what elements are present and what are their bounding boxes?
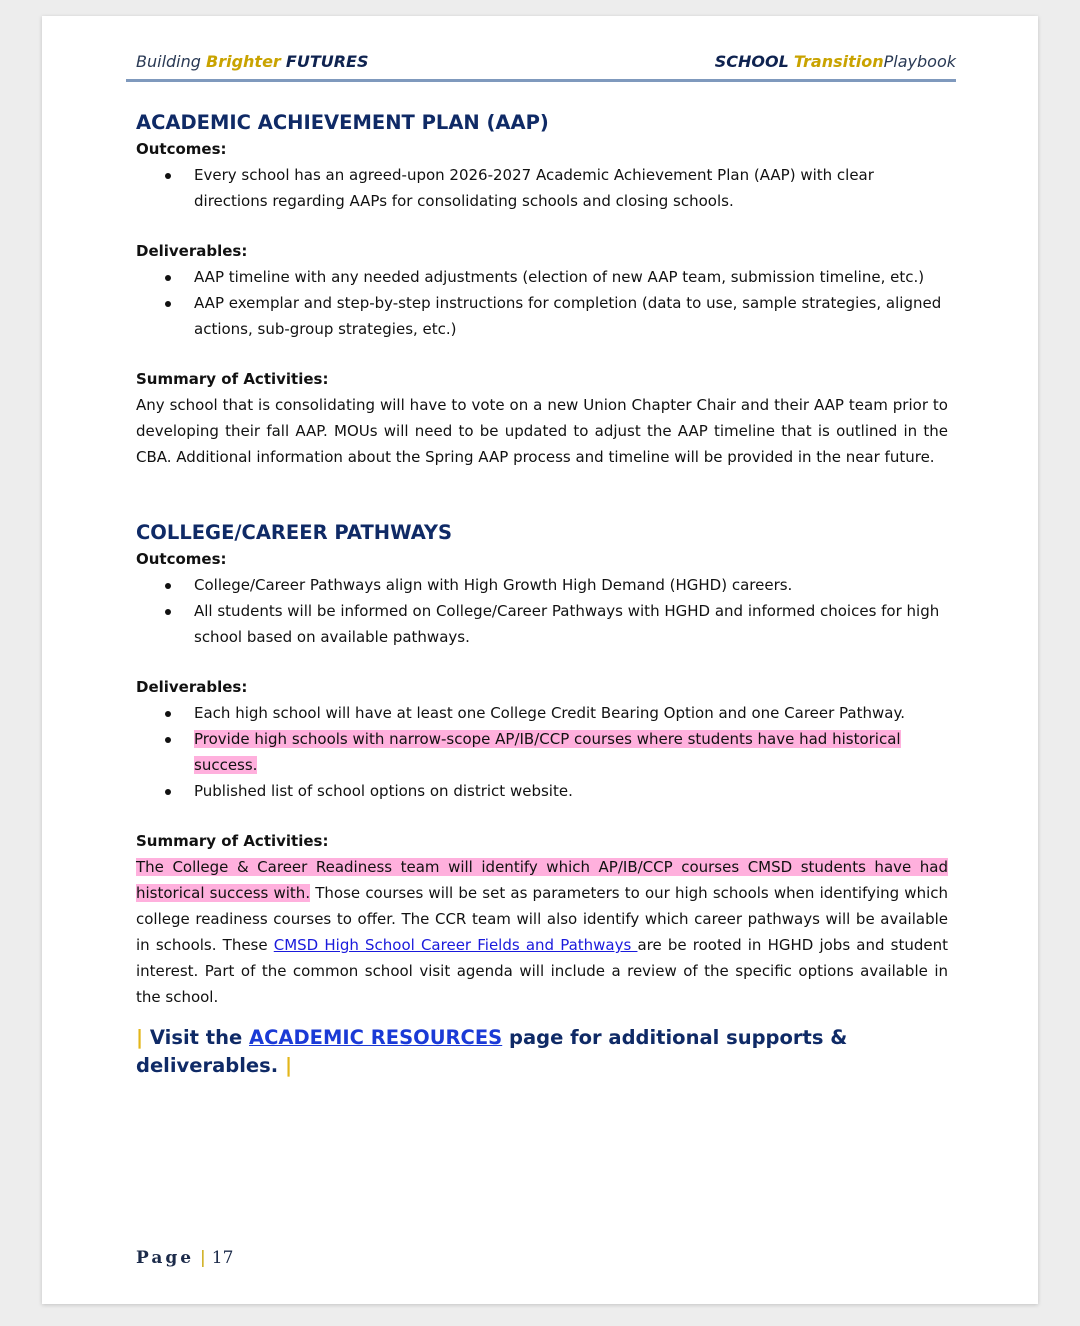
list-item: AAP exemplar and step-by-step instructions for completion (data to use, sample strategies, aligned actions, sub-group strategies, etc.) <box>136 290 948 342</box>
resources-callout: | Visit the ACADEMIC RESOURCES page for additional supports & deliverables. | <box>136 1026 848 1077</box>
aap-summary-text: Any school that is consolidating will have to vote on a new Union Chapter Chair and their AAP team prior to developing their fall AAP. MOUs will need to be updated to adjust the AAP timeline that is outlined in the CBA. Additional information about the Spring AAP process and timeline will be provided in the near future. <box>136 396 948 466</box>
header-building: Building <box>136 52 201 71</box>
bullet-icon <box>165 583 171 589</box>
header-brighter: Brighter <box>206 52 281 71</box>
ccp-outcomes-list <box>136 572 948 650</box>
aap-heading: ACADEMIC ACHIEVEMENT PLAN (AAP) <box>136 111 549 134</box>
page-label: Page <box>136 1248 195 1268</box>
header-rule <box>126 79 956 82</box>
bullet-icon <box>165 173 171 179</box>
ccp-deliverables-list <box>136 700 948 804</box>
list-item: All students will be informed on College/Career Pathways with HGHD and informed choices for high school based on available pathways. <box>136 598 948 650</box>
ccp-summary-text: The College & Career Readiness team will identify which AP/IB/CCP courses CMSD students have had historical success with. Those courses will be set as parameters to our high schools when identifying which college readiness courses to offer. The CCR team will also identify which career pathways will be available in schools. These CMSD High School Career Fields and Pathways are be rooted in HGHD jobs and student interest. Part of the common school visit agenda will include a review of the specific options available in the school. <box>136 858 949 1006</box>
page-number: 17 <box>211 1248 234 1268</box>
document-page <box>42 16 1038 1304</box>
list-item: AAP timeline with any needed adjustments (election of new AAP team, submission timeline, etc.) <box>136 264 948 290</box>
footer-separator: | <box>200 1248 206 1268</box>
ccp-summary-label: Summary of Activities: <box>136 832 329 850</box>
callout-bar-left: | <box>136 1026 144 1049</box>
aap-deliverables-label: Deliverables: <box>136 242 248 260</box>
career-pathways-link[interactable]: CMSD High School Career Fields and Pathways <box>273 936 638 954</box>
bullet-icon <box>165 301 171 307</box>
list-item: Published list of school options on district website. <box>136 778 948 804</box>
ccp-outcomes-label: Outcomes: <box>136 550 227 568</box>
header-playbook: Playbook <box>883 52 956 71</box>
highlighted-text: Provide high schools with narrow-scope AP/IB/CCP courses where students have had historical success. <box>194 730 901 774</box>
header-left-title <box>136 52 369 71</box>
bullet-icon <box>165 275 171 281</box>
bullet-icon <box>165 737 171 743</box>
callout-bar-right: | <box>284 1054 293 1077</box>
ccp-deliverables-label: Deliverables: <box>136 678 248 696</box>
aap-deliverables-list <box>136 264 948 342</box>
header-transition: Transition <box>793 52 884 71</box>
list-item: Each high school will have at least one College Credit Bearing Option and one Career Pathway. <box>136 700 948 726</box>
page-footer <box>136 1248 233 1268</box>
bullet-icon <box>165 609 171 615</box>
header-school: SCHOOL <box>714 52 789 71</box>
highlighted-text: The College & Career Readiness team will identify which AP/IB/CCP courses CMSD students have had historical success with. <box>136 858 948 902</box>
running-header <box>136 52 956 74</box>
page-body <box>136 110 948 1080</box>
list-item: Every school has an agreed-upon 2026-2027 Academic Achievement Plan (AAP) with clear directions regarding AAPs for consolidating schools and closing schools. <box>136 162 948 214</box>
header-right-title <box>715 52 956 71</box>
list-item <box>136 726 948 778</box>
aap-outcomes-label: Outcomes: <box>136 140 227 158</box>
aap-outcomes-list <box>136 162 948 214</box>
bullet-icon <box>165 789 171 795</box>
list-item: College/Career Pathways align with High Growth High Demand (HGHD) careers. <box>136 572 948 598</box>
bullet-icon <box>165 711 171 717</box>
ccp-heading: COLLEGE/CAREER PATHWAYS <box>136 521 453 544</box>
academic-resources-link[interactable]: ACADEMIC RESOURCES <box>248 1026 503 1049</box>
header-futures: FUTURES <box>285 52 369 71</box>
aap-summary-label: Summary of Activities: <box>136 370 329 388</box>
